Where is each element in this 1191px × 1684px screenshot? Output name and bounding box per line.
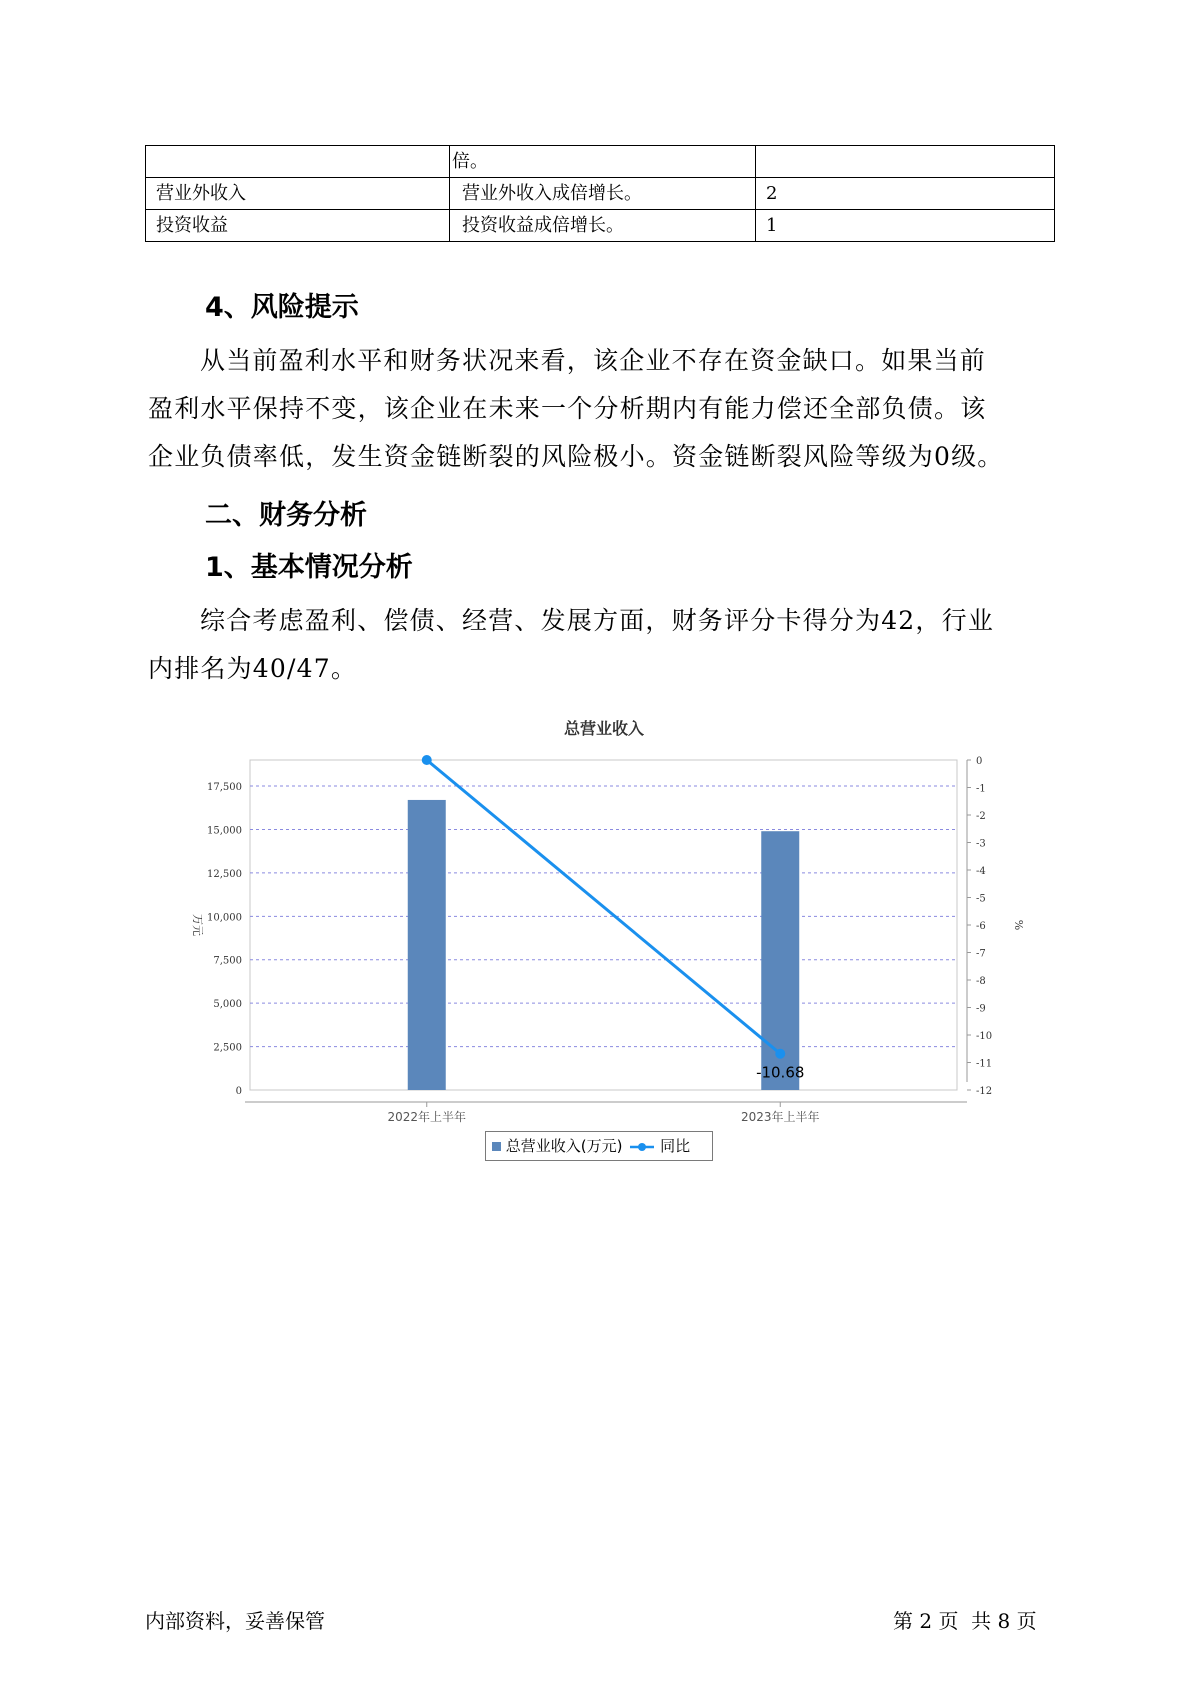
y-tick-label: 12,500	[207, 868, 242, 880]
y-right-tick-label: -11	[976, 1058, 993, 1070]
y-tick-label: 5,000	[213, 999, 242, 1011]
y-tick-label: 17,500	[207, 782, 242, 794]
legend-label-revenue: 总营业收入(万元)	[505, 1137, 623, 1155]
y-right-axis-label: %	[1012, 919, 1025, 931]
legend-label-yoy: 同比	[660, 1137, 691, 1155]
table-row	[146, 178, 1055, 210]
revenue-chart	[170, 710, 1030, 1130]
chart-legend	[485, 1131, 713, 1161]
chart-title: 总营业收入	[563, 719, 645, 738]
footer-page-number: 第 2 页 共 8 页	[893, 1609, 1037, 1633]
risk-paragraph	[148, 337, 1053, 481]
table-cell: 倍。	[450, 146, 756, 178]
footer-left: 内部资料，妥善保管	[145, 1609, 325, 1633]
table-cell: 1	[756, 210, 1055, 242]
y-axis-label: 万元	[191, 914, 204, 936]
y-right-tick-label: -1	[976, 783, 986, 795]
data-label: -10.68	[756, 1063, 805, 1082]
y-right-tick-label: 0	[976, 756, 983, 767]
y-right-tick-label: -6	[976, 921, 986, 932]
finance-heading: 二、财务分析	[205, 500, 367, 531]
table-cell: 营业外收入	[146, 178, 450, 210]
y-right-tick-label: -2	[976, 811, 986, 822]
y-tick-label: 15,000	[207, 825, 242, 837]
table-row	[146, 146, 1055, 178]
bar	[408, 800, 446, 1090]
table-cell: 营业外收入成倍增长。	[450, 178, 756, 210]
table-cell	[146, 146, 450, 178]
y-right-tick-label: -8	[976, 976, 986, 987]
y-tick-label: 7,500	[213, 955, 242, 967]
basic-analysis-heading: 1、基本情况分析	[205, 552, 413, 583]
x-tick-label: 2022年上半年	[387, 1110, 467, 1124]
line-legend-swatch	[629, 1141, 655, 1153]
y-right-tick-label: -9	[976, 1003, 986, 1015]
yoy-point	[775, 1049, 785, 1059]
table-cell	[756, 146, 1055, 178]
y-tick-label: 10,000	[207, 912, 242, 924]
y-right-tick-label: -7	[976, 948, 986, 960]
table-cell: 2	[756, 178, 1055, 210]
basic-analysis-paragraph	[148, 597, 1053, 693]
y-right-tick-label: -12	[976, 1086, 993, 1097]
yoy-line	[427, 760, 781, 1054]
paragraph-line: 内排名为40/47。	[148, 654, 358, 683]
table-cell: 投资收益成倍增长。	[450, 210, 756, 242]
table-row	[146, 210, 1055, 242]
y-tick-label: 2,500	[213, 1042, 242, 1054]
y-right-tick-label: -5	[976, 893, 986, 905]
bar-legend-swatch	[492, 1142, 501, 1151]
paragraph-line: 企业负债率低，发生资金链断裂的风险极小。资金链断裂风险等级为0级。	[148, 442, 1004, 471]
y-right-tick-label: -10	[976, 1031, 993, 1042]
paragraph-line: 综合考虑盈利、偿债、经营、发展方面，财务评分卡得分为42，行业	[200, 606, 995, 635]
y-tick-label: 0	[235, 1086, 242, 1097]
x-tick-label: 2023年上半年	[740, 1110, 820, 1124]
risk-heading: 4、风险提示	[205, 292, 359, 323]
paragraph-line: 从当前盈利水平和财务状况来看，该企业不存在资金缺口。如果当前	[200, 346, 987, 375]
y-right-tick-label: -4	[976, 866, 986, 877]
y-right-tick-label: -3	[976, 838, 986, 850]
indicator-table	[145, 145, 1055, 242]
yoy-point	[422, 755, 432, 765]
paragraph-line: 盈利水平保持不变，该企业在未来一个分析期内有能力偿还全部负债。该	[148, 394, 987, 423]
table-cell: 投资收益	[146, 210, 450, 242]
plot-area	[250, 760, 957, 1090]
